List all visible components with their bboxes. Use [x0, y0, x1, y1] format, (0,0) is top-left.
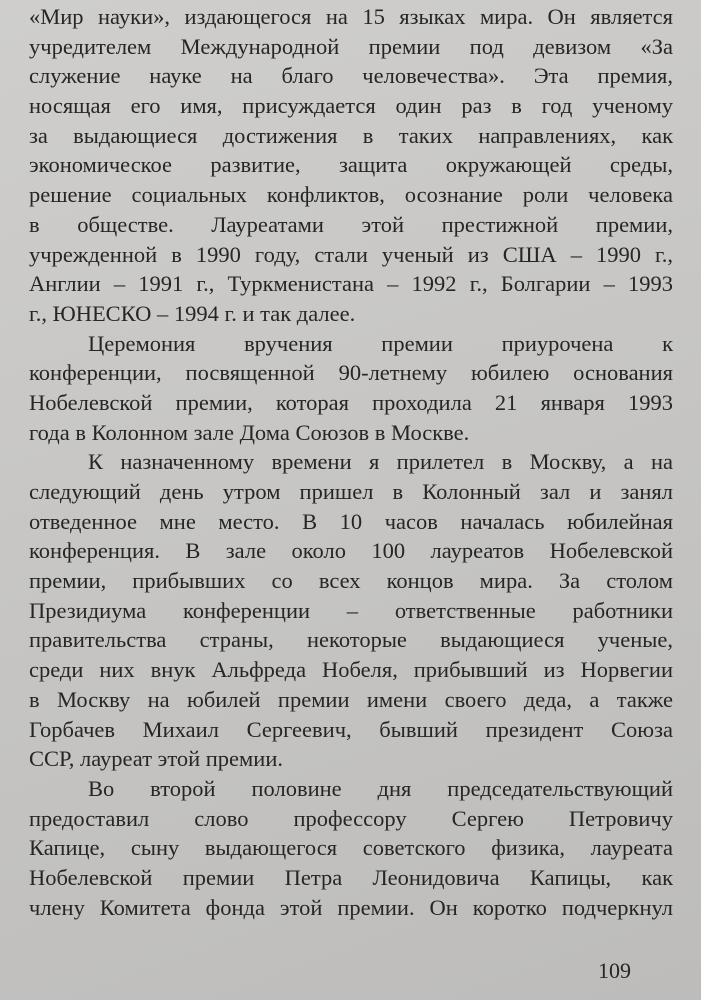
text-line: учредителем Международной премии под девизом «За: [29, 33, 673, 59]
text-line: Англии – 1991 г., Туркменистана – 1992 г., Болгарии – 1993: [29, 271, 673, 297]
text-line: Во второй половине дня председательствующий: [88, 775, 673, 801]
text-line: следующий день утром пришел в Колонный зал и занял: [29, 479, 673, 504]
text-line: решение социальных конфликтов, осознание роли человека: [29, 182, 673, 208]
text-line: члену Комитета фонда этой премии. Он коротко подчеркнул: [29, 894, 673, 920]
text-line: Нобелевской премии, которая проходила 21 января 1993: [29, 389, 673, 415]
text-line: в Москву на юбилей премии имени своего деда, а также: [29, 686, 673, 712]
text-line: премии, прибывших со всех концов мира. За столом: [29, 568, 673, 594]
paragraph: [29, 447, 673, 774]
text-line: конференция. В зале около 100 лауреатов Нобелевской: [29, 538, 673, 564]
paragraph: [29, 2, 673, 329]
text-line: г., ЮНЕСКО – 1994 г. и так далее.: [29, 300, 356, 326]
text-line: в обществе. Лауреатами этой престижной премии,: [29, 211, 673, 237]
text-line: Президиума конференции – ответственные работники: [29, 597, 673, 623]
text-line: Нобелевской премии Петра Леонидовича Капицы, как: [29, 864, 673, 890]
text-line: экономическое развитие, защита окружающей среды,: [29, 152, 673, 178]
text-line: учрежденной в 1990 году, стали ученый из США – 1990 г.,: [29, 241, 673, 267]
text-line: Горбачев Михаил Сергеевич, бывший президент Союза: [29, 716, 673, 742]
text-line: года в Колонном зале Дома Союзов в Москве.: [29, 419, 470, 445]
paragraph: [29, 774, 673, 922]
text-line: за выдающиеся достижения в таких направлениях, как: [29, 122, 673, 148]
text-line: Церемония вручения премии приурочена к: [88, 330, 673, 356]
text-line: К назначенному времени я прилетел в Москву, а на: [88, 449, 673, 475]
text-line: предоставил слово профессору Сергею Петровичу: [29, 805, 673, 831]
text-line: Капице, сыну выдающегося советского физика, лауреата: [29, 835, 673, 861]
text-line: отведенное мне место. В 10 часов началась юбилейная: [29, 508, 673, 534]
text-line: правительства страны, некоторые выдающиеся ученые,: [29, 627, 673, 653]
text-line: среди них внук Альфреда Нобеля, прибывший из Норвегии: [29, 657, 673, 683]
text-line: ССР, лауреат этой премии.: [29, 746, 283, 772]
paragraph: [29, 329, 673, 448]
text-line: конференции, посвященной 90-летнему юбилею основания: [29, 360, 673, 386]
text-line: носящая его имя, присуждается один раз в год ученому: [29, 93, 673, 119]
text-line: «Мир науки», издающегося на 15 языках мира. Он является: [29, 4, 673, 29]
book-page-text: [29, 2, 673, 922]
text-line: служение науке на благо человечества». Эта премия,: [29, 63, 673, 89]
page-number: 109: [598, 958, 631, 983]
